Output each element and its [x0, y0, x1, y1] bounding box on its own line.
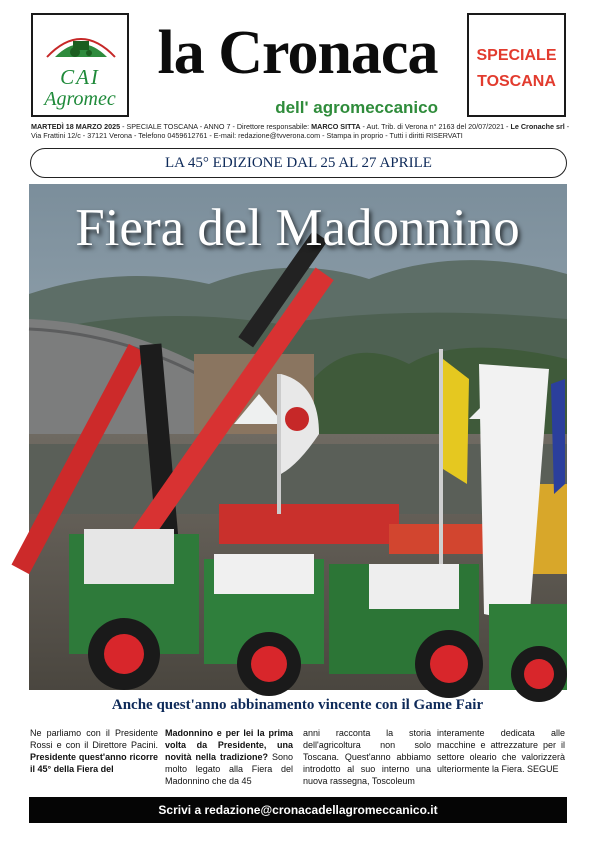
column-1-text: Ne parliamo con il Presidente Rossi e con il Direttore Pacini.	[30, 728, 158, 750]
column-3-text: anni racconta la storia dell'agricoltura non solo Toscana. Quest'anno abbiamo introdotto al suo interno una nuova rassegna, Toscoleum	[303, 728, 431, 786]
newspaper-subtitle: dell' agromeccanico	[275, 98, 438, 117]
tractor-logo-icon	[43, 27, 119, 61]
column-4-text: interamente dedicata alle macchine e attrezzature per il settore oleario che valorizzerà ulteriormente la Fiera. SEGUE	[437, 728, 565, 774]
footer-contact-bar: Scrivi a redazione@cronacadellagromeccanico.it	[29, 797, 567, 823]
info-text-b: - Aut. Trib. di Verona n° 2163 del 20/07/2021 -	[360, 122, 511, 131]
masthead-title	[145, 10, 450, 120]
article-column-4	[437, 727, 565, 775]
publication-info-line-1	[31, 122, 570, 131]
info-text-c: -	[564, 122, 570, 131]
info-text-a: - SPECIALE TOSCANA - ANNO 7 - Direttore responsabile:	[120, 122, 312, 131]
edition-banner: LA 45° EDIZIONE DAL 25 AL 27 APRILE	[30, 148, 567, 178]
photo-caption: Anche quest'anno abbinamento vincente con il Game Fair	[111, 697, 484, 713]
main-headline: Fiera del Madonnino	[75, 199, 520, 257]
special-edition-badge	[467, 13, 566, 117]
tractor-fair-illustration	[29, 184, 567, 690]
special-line-2: TOSCANA	[477, 73, 556, 90]
editor-name: MARCO SITTA	[311, 122, 361, 131]
column-2-text: Sono molto legato alla Fiera del Madonnino che da 45	[165, 752, 293, 786]
article-column-1	[30, 727, 158, 775]
special-line-1: SPECIALE	[476, 47, 557, 64]
article-column-3	[303, 727, 431, 787]
issue-date: MARTEDÌ 18 MARZO 2025	[31, 122, 121, 131]
column-2-question: Madonnino e per lei la prima volta da Presidente, una novità nella tradizione?	[165, 728, 293, 762]
publisher-name: Le Cronache srl	[510, 122, 565, 131]
article-column-2	[165, 727, 293, 787]
publication-info-line-2: Via Frattini 12/c - 37121 Verona - Telefono 0459612761 - E-mail: redazione@tvverona.com - Stampa in proprio - Tutti i diritti RISERVATI	[31, 131, 463, 140]
column-1-question: Presidente quest'anno ricorre il 45° della Fiera del	[30, 752, 158, 774]
logo-line-1: CAI	[60, 65, 100, 89]
newspaper-title: la Cronaca	[157, 19, 438, 87]
logo-cai-agromec	[31, 13, 129, 117]
fair-photo	[29, 184, 567, 690]
logo-line-2: Agromec	[44, 88, 116, 110]
